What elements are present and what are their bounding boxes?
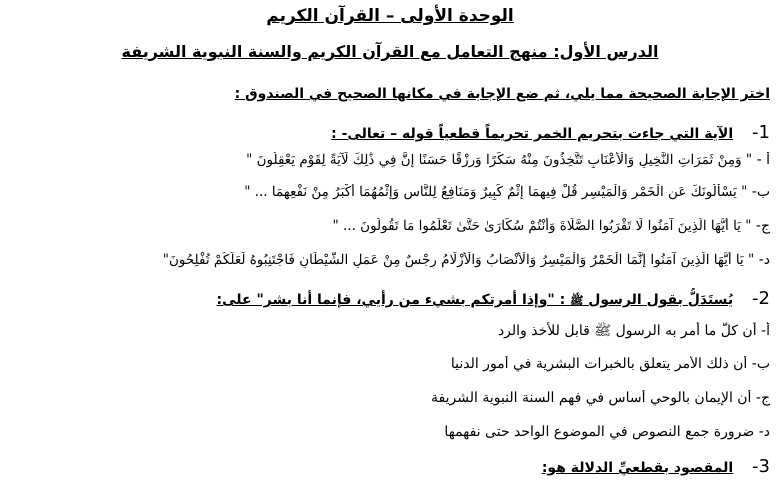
option-text: " وَمِنْ ثَمَرَاتِ النَّخِيلِ وَالْأَعْنَابِ تَتَّخِذُونَ مِنْهُ سَكَرًا وَرِزْقًا حَسَنًا إِنَّ فِي ذَٰلِكَ لَآيَةً لِقَوْمٍ يَعْقِلُونَ " [246,152,753,168]
option-letter: ج- [755,218,770,234]
question-2-option-c[interactable] [8,390,770,406]
question-1-option-c[interactable] [8,218,770,234]
option-text: أن ذلك الأمر يتعلق بالخبرات البشرية في أمور الدنيا [450,356,748,372]
option-letter: ب- [751,184,770,200]
question-1 [8,122,770,143]
option-letter: أ- [761,323,770,339]
option-text: " يَا أَيُّهَا الَّذِينَ آمَنُوا إِنَّمَا الْخَمْرُ وَالْمَيْسِرُ وَالْأَنْصَابُ وَالْأَزْلَامُ رِجْسٌ مِنْ عَمَلِ الشَّيْطَانِ فَاجْتَنِبُوهُ لَعَلَّكُمْ تُفْلِحُونَ" [162,252,755,268]
option-text: " يَا أَيُّهَا الَّذِينَ آمَنُوا لَا تَقْرَبُوا الصَّلَاةَ وَأَنْتُمْ سُكَارَىٰ حَتَّىٰ تَعْلَمُوا مَا تَقُولُونَ ... " [332,218,752,234]
unit-title: الوحدة الأولى – القرآن الكريم [266,6,514,26]
question-1-option-d[interactable] [8,252,770,268]
question-1-option-b[interactable] [8,184,770,200]
option-text: أن كلَّ ما أمر به الرسول ﷺ قابل للأخذ والرد [497,323,757,339]
option-letter: د- [758,424,770,440]
question-text: يُستَدَلُّ بقول الرسول ﷺ : "وإذا أمرتكم بشيء من رأيي، فإنما أنا بشر" على: [216,292,734,308]
option-letter: أ - [756,152,770,168]
question-2-option-b[interactable] [8,356,770,372]
option-text: أن الإيمان بالوحي أساس في فهم السنة النبوية الشريفة [431,390,752,406]
question-3 [8,456,770,477]
question-number: 3- [752,456,770,477]
question-2-option-d[interactable] [8,424,770,440]
instructions: اختر الإجابة الصحيحة مما يلي، ثم ضع الإجابة في مكانها الصحيح في الصندوق : [234,86,770,102]
question-number: 2- [752,288,770,309]
question-text: المقصود بقطعيِّ الدلالة هو: [541,460,734,476]
option-letter: ب- [751,356,770,372]
question-2 [8,288,770,310]
honorific-glyph: ﷺ [570,294,584,307]
option-letter: ج- [755,390,770,406]
option-letter: د- [758,252,770,268]
question-2-option-a[interactable] [8,322,770,342]
option-text: " يَسْأَلُونَكَ عَنِ الْخَمْرِ وَالْمَيْسِرِ قُلْ فِيهِمَا إِثْمٌ كَبِيرٌ وَمَنَافِعُ لِلنَّاسِ وَإِثْمُهُمَا أَكْبَرُ مِنْ نَفْعِهِمَا ... " [244,184,748,200]
question-text: الآية التي جاءت بتحريم الخمر تحريماً قطعياً قوله – تعالى- : [331,126,734,142]
question-1-option-a[interactable] [8,152,770,168]
question-number: 1- [752,122,770,143]
option-text: ضرورة جمع النصوص في الموضوع الواحد حتى نفهمها [444,424,755,440]
lesson-title: الدرس الأول: منهج التعامل مع القرآن الكريم والسنة النبوية الشريفة [121,42,659,61]
